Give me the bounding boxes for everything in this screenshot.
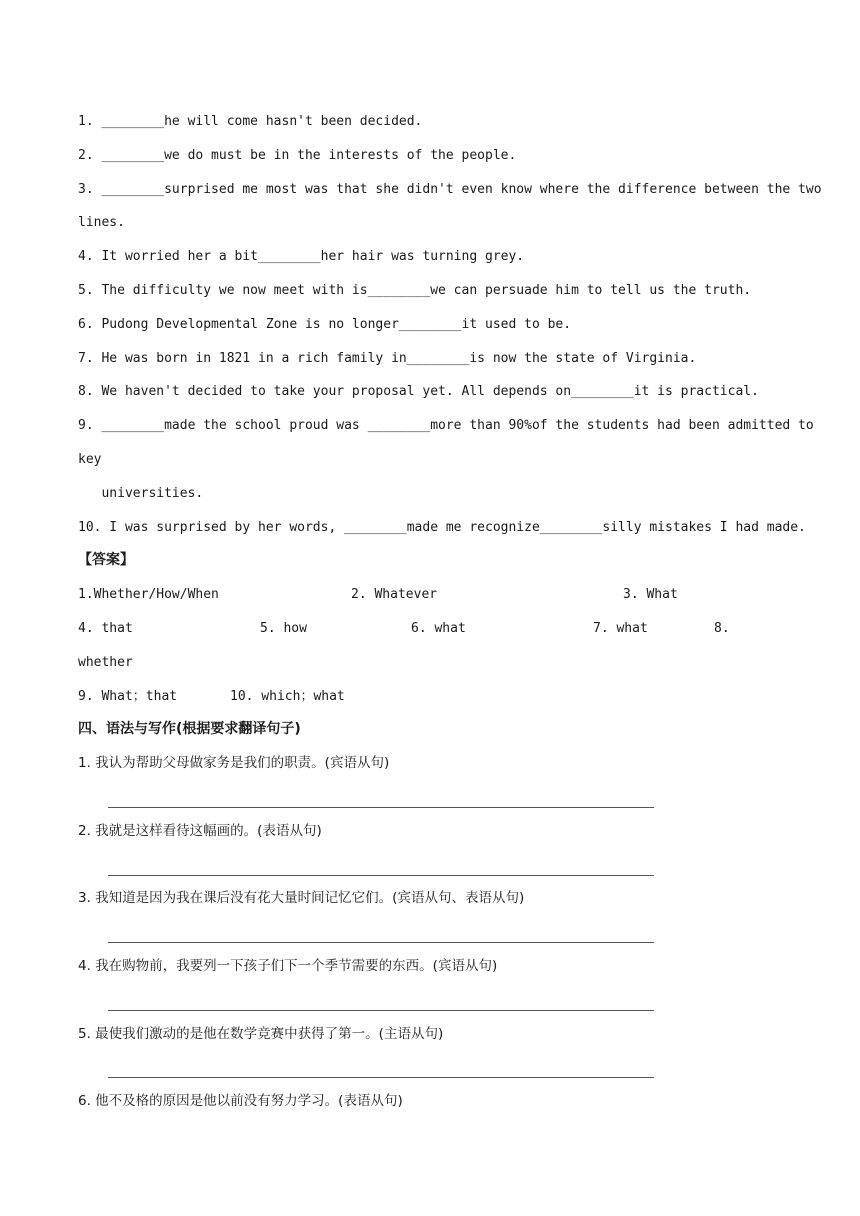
exercise-3: 3. ________surprised me most was that she didn't even know where the difference between the two	[78, 181, 822, 197]
answer-blank-3[interactable]	[108, 916, 654, 950]
answer-item: 2. Whatever	[351, 587, 438, 603]
answer-item: 8.	[714, 620, 730, 636]
section-heading: 四、语法与写作(根据要求翻译句子)	[78, 721, 301, 738]
exercise-1: 1. ________he will come hasn't been decided.	[78, 114, 423, 129]
exercise-6: 6. Pudong Developmental Zone is no longer________it used to be.	[78, 316, 572, 332]
answer-item: whether	[78, 654, 133, 670]
exercise-5: 5. The difficulty we now meet with is________we can persuade him to tell us the truth.	[78, 282, 752, 298]
answers-row	[78, 680, 788, 714]
exercise-8: 8. We haven't decided to take your proposal yet. All depends on________it is practical.	[78, 384, 759, 400]
translation-prompt-3: 3. 我知道是因为我在课后没有花大量时间记忆它们。(宾语从句、表语从句)	[78, 890, 525, 907]
exercise-4: 4. It worried her a bit________her hair was turning grey.	[78, 249, 525, 265]
exercise-list	[78, 105, 822, 544]
answer-blank-2[interactable]	[108, 849, 654, 883]
answer-item: 7. what	[593, 620, 648, 636]
exercise-3-continued: lines.	[78, 215, 125, 231]
answer-item: 10. which；what	[230, 688, 345, 704]
translation-prompt-2: 2. 我就是这样看待这幅画的。(表语从句)	[78, 822, 322, 839]
exercise-2: 2. ________we do must be in the interests of the people.	[78, 147, 517, 163]
answers-row	[78, 578, 788, 612]
exercise-7: 7. He was born in 1821 in a rich family in________is now the state of Virginia.	[78, 350, 697, 366]
exercise-9: 9. ________made the school proud was ________more than 90%of the students had been admitted to	[78, 418, 814, 434]
answer-item: 3. What	[623, 587, 678, 603]
exercise-9-continued-2: universities.	[78, 485, 204, 501]
answer-item: 4. that	[78, 620, 133, 636]
answer-heading: 【答案】	[78, 552, 134, 569]
exercise-10: 10. I was surprised by her words, ________made me recognize________silly mistakes I had made.	[78, 519, 806, 535]
answer-item: 9. What；that	[78, 688, 178, 704]
translation-prompt-1: 1. 我认为帮助父母做家务是我们的职责。(宾语从句)	[78, 755, 390, 772]
translation-prompt-6: 6. 他不及格的原因是他以前没有努力学习。(表语从句)	[78, 1093, 403, 1110]
answer-blank-1[interactable]	[108, 781, 654, 815]
translation-prompt-5: 5. 最使我们激动的是他在数学竞赛中获得了第一。(主语从句)	[78, 1025, 444, 1042]
answer-item: 5. how	[260, 620, 307, 636]
document-page	[78, 105, 822, 1119]
answers-row	[78, 612, 788, 646]
translation-prompt-4: 4. 我在购物前，我要列一下孩子们下一个季节需要的东西。(宾语从句)	[78, 957, 498, 974]
answer-item: 6. what	[411, 620, 466, 636]
answer-item: 1.Whether/How/When	[78, 587, 219, 603]
answer-blank-4[interactable]	[108, 984, 654, 1018]
translation-list	[78, 747, 788, 1119]
exercise-9-continued: key	[78, 451, 102, 467]
answer-blank-5[interactable]	[108, 1051, 654, 1085]
